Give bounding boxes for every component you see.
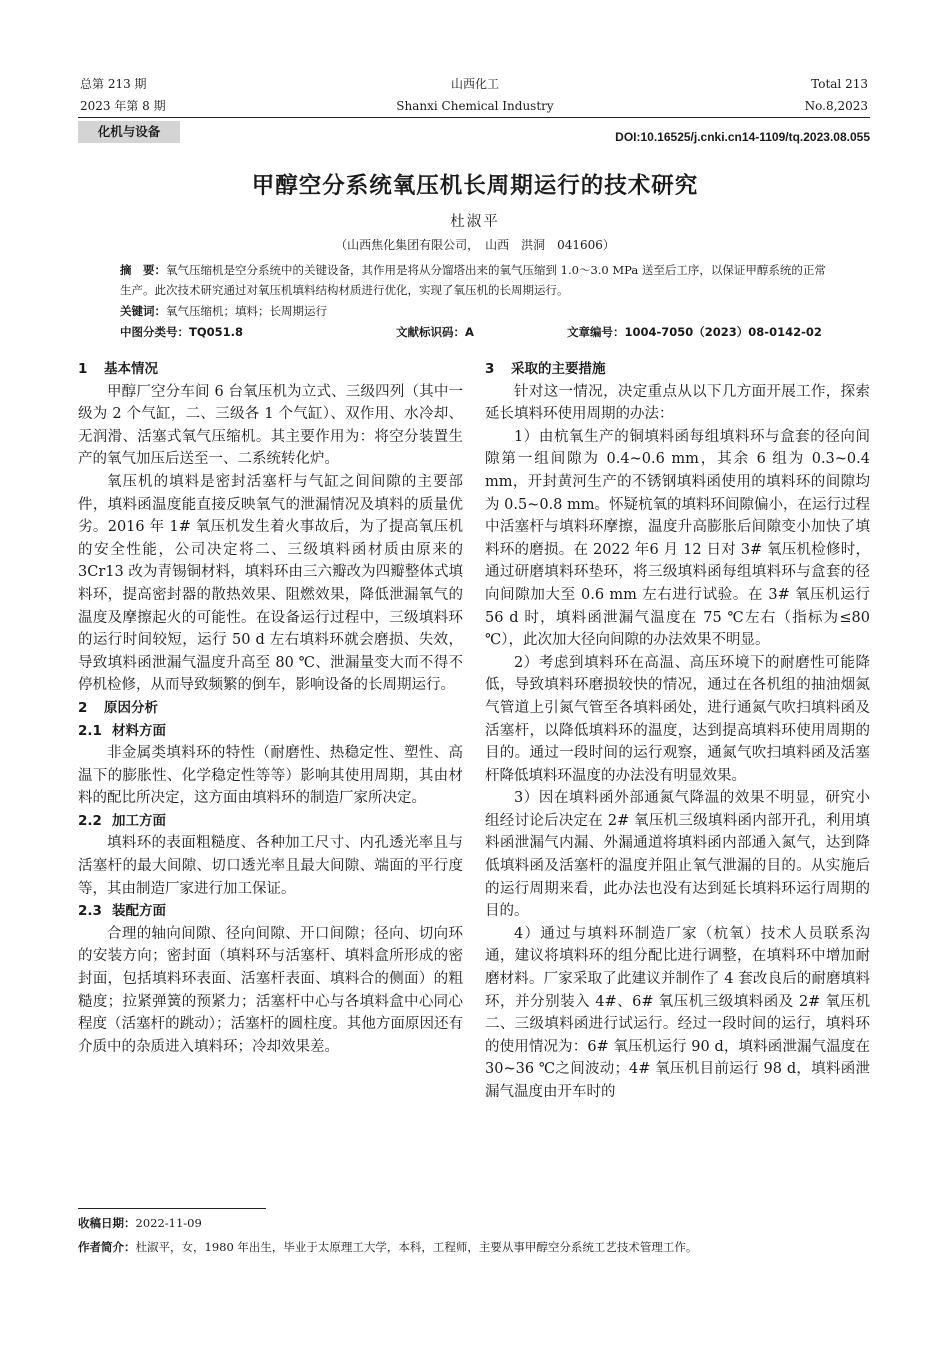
- keywords-text: 氧气压缩机；填料；长周期运行: [166, 304, 327, 318]
- paragraph: 4）通过与填料环制造厂家（杭氧）技术人员联系沟通，建议将填料环的组分配比进行调整，在填料环中增加耐磨材料。厂家采取了此建议并制作了 4 套改良后的耐磨填料环，并分别装入 4#、6# 氧压机三级填料函及 2# 氧压机二、三级填料函进行试运行。经过一段时间的运行，填料环的使用情况为：6# 氧压机运行 90 d，填料函泄漏气温度在 30~36 ℃之间波动；4# 氧压机目前运行 98 d，填料函泄漏气温度由开车时的: [485, 925, 870, 1100]
- paragraph: 2）考虑到填料环在高温、高压环境下的耐磨性可能降低，导致填料环磨损较快的情况，通过在各机组的抽油烟氮气管道上引氮气管至各填料函处，进行通氮气吹扫填料函及活塞杆，以降低填料环的温度，达到提高填料环使用周期的目的。通过一段时间的运行观察，通氮气吹扫填料函及活塞杆降低填料环温度的办法没有明显效果。: [485, 654, 870, 784]
- subsection-heading: 2.2 加工方面: [78, 812, 166, 829]
- abstract-label: 摘 要：: [120, 263, 166, 277]
- keywords: [120, 302, 830, 320]
- paragraph: 氧压机的填料是密封活塞杆与气缸之间间隙的主要部件，填料函温度能直接反映氧气的泄漏情况及填料的质量优劣。2016 年 1# 氧压机发生着火事故后，为了提高氧压机的安全性能，公司决定将二、三级填料函材质由原来的 3Cr13 改为青锡铜材料，填料环由三六瓣改为四瓣整体式填料环，提高密封器的散热效果、阻燃效果，降低泄漏氧气的温度及摩擦起火的可能性。在设备运行过程中，三级填料环的运行时间较短，运行 50 d 左右填料环就会磨损、失效，导致填料函泄漏气温度升高至 80 ℃、泄漏量变大而不得不停机检修，从而导致频繁的倒车，影响设备的长周期运行。: [78, 473, 463, 694]
- section-heading: 3 采取的主要措施: [485, 361, 606, 377]
- article-title: 甲醇空分系统氧压机长周期运行的技术研究: [251, 173, 699, 199]
- received-date: [78, 1215, 202, 1231]
- author-affiliation: （山西焦化集团有限公司， 山西 洪洞 041606）: [335, 238, 615, 252]
- author-name: 杜淑平: [450, 214, 500, 230]
- paragraph: 1）由杭氧生产的铜填料函每组填料环与盒套的径向间隙第一组间隙为 0.4~0.6 mm，其余 6 组为 0.3~0.4 mm，开封黄河生产的不锈钢填料函使用的填料环的间隙均为 0.5~0.8 mm。怀疑杭氧的填料环间隙偏小，在运行过程中活塞杆与填料环摩擦，温度升高膨胀后间隙变小加快了填料环的磨损。在 2022 年6 月 12 日对 3# 氧压机检修时，通过研磨填料环垫环，将三级填料函每组填料环与盒套的径向间隙加大至 0.6 mm 左右进行试验。在 3# 氧压机运行 56 d 时，填料函泄漏气温度在 75 ℃左右（指标为≤80 ℃），此次加大径向间隙的办法效果不明显。: [485, 428, 870, 649]
- keywords-label: 关键词：: [120, 304, 166, 318]
- issue-number-en: No.8,2023: [804, 99, 868, 113]
- subsection-heading: 2.1 材料方面: [78, 722, 166, 739]
- paragraph: 3）因在填料函外部通氮气降温的效果不明显，研究小组经讨论后决定在 2# 氧压机三级填料函内部开孔，利用填料函泄漏气内漏、外漏通道将填料函内部通入氮气，达到降低填料函及活塞杆的温度并阻止氧气泄漏的目的。从实施后的运行周期来看，此办法也没有达到延长填料环运行周期的目的。: [485, 790, 870, 920]
- running-header-right: [805, 76, 868, 120]
- paragraph: 非金属类填料环的特性（耐磨性、热稳定性、塑性、高温下的膨胀性、化学稳定性等等）影响其使用周期，其由材料的配比所决定，这方面由填料环的制造厂家所决定。: [78, 745, 463, 807]
- body-column-left: [78, 358, 463, 1058]
- journal-name-en: Shanxi Chemical Industry: [396, 99, 554, 113]
- subsection-heading: 2.3 装配方面: [78, 903, 166, 920]
- issue-year-number: 2023 年第 8 期: [80, 99, 166, 113]
- received-value: 2022-11-09: [135, 1216, 202, 1230]
- section-heading: 2 原因分析: [78, 699, 158, 716]
- paragraph: 合理的轴向间隙、径向间隙、开口间隙；径向、切向环的安装方向；密封面（填料环与活塞杆、填料盒所形成的密封面，包括填料环表面、活塞杆表面、填料合的侧面）的粗糙度；拉紧弹簧的预紧力；活塞杆中心与各填料盒中心同心程度（活塞杆的跳动）；活塞杆的圆柱度。其他方面原因还有介质中的杂质进入填料环；冷却效果差。: [78, 925, 463, 1055]
- received-label: 收稿日期：: [78, 1216, 136, 1230]
- body-column-right: [485, 358, 870, 1104]
- category-label: 化机与设备: [78, 121, 180, 143]
- classification-row: [120, 324, 830, 342]
- paragraph: 填料环的表面粗糙度、各种加工尺寸、内孔透光率且与活塞杆的最大间隙、切口透光率且最大间隙、端面的平行度等，其由制造厂家进行加工保证。: [78, 835, 463, 897]
- journal-name-cn: 山西化工: [450, 77, 499, 91]
- doi: DOI:10.16525/j.cnki.cn14-1109/tq.2023.08.055: [615, 130, 870, 144]
- section-heading: 1 基本情况: [78, 361, 158, 377]
- abstract-text: 氧气压缩机是空分系统中的关键设备，其作用是将从分馏塔出来的氧气压缩到 1.0～3.0 MPa 送至后工序，以保证甲醇系统的正常生产。此次技术研究通过对氧压机填料结构材质进行优化，实现了氧压机的长周期运行。: [120, 263, 826, 297]
- paragraph: 甲醇厂空分车间 6 台氧压机为立式、三级四列（其中一级为 2 个气缸，二、三级各 1 个气缸）、双作用、水冷却、无润滑、活塞式氧气压缩机。其主要作用为：将空分装置生产的氧气加压后送至一、二系统转化炉。: [78, 383, 463, 468]
- author-bio: [78, 1239, 878, 1255]
- total-issue-en: Total 213: [811, 77, 868, 91]
- document-code: 文献标识码：A: [396, 325, 474, 339]
- bio-text: 杜淑平，女，1980 年出生，毕业于太原理工大学，本科，工程师，主要从事甲醇空分系统工艺技术管理工作。: [135, 1240, 698, 1254]
- bio-label: 作者简介：: [78, 1240, 136, 1254]
- issue-total: 总第 213 期: [80, 77, 147, 91]
- abstract: [120, 260, 830, 300]
- article-number: 文章编号：1004-7050（2023）08-0142-02: [567, 325, 822, 339]
- paragraph: 针对这一情况，决定重点从以下几方面开展工作，探索延长填料环使用周期的办法：: [485, 383, 870, 423]
- header-rule: [78, 117, 870, 118]
- clc-number: 中图分类号：TQ051.8: [120, 325, 243, 339]
- footnote-rule: [78, 1208, 266, 1209]
